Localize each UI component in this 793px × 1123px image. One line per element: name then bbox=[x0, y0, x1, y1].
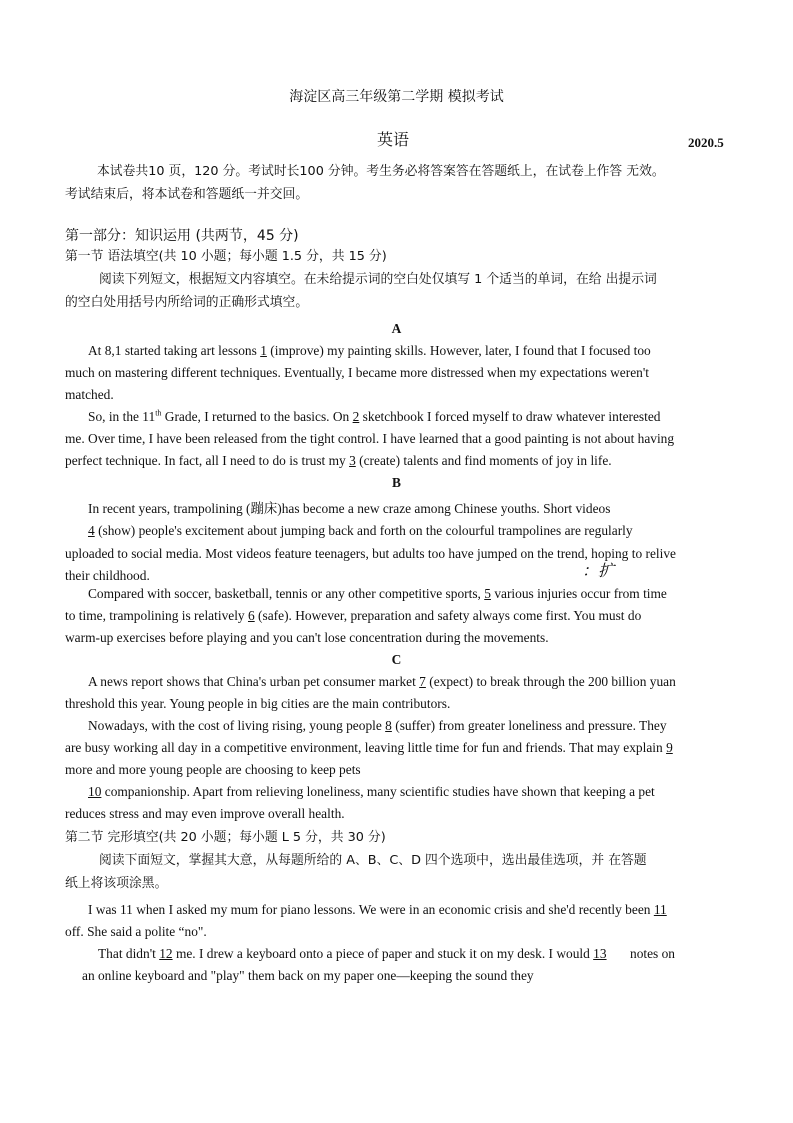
intro-line-1: 本试卷共10 页，120 分。考试时长100 分钟。考生务必将答案答在答题纸上，在试卷上作答 无效。 bbox=[97, 164, 665, 179]
blank-9: 9 bbox=[666, 740, 673, 755]
passage-c-line: Nowadays, with the cost of living rising, young people 8 (suffer) from greater loneliness and pressure. They bbox=[88, 718, 667, 733]
blank-8: 8 bbox=[385, 718, 392, 733]
passage-a-line: me. Over time, I have been released from the tight control. I have learned that a good painting is not about having bbox=[65, 431, 675, 446]
passage-b-line: warm-up exercises before playing and you can't lose concentration during the movements. bbox=[65, 630, 549, 645]
passage-c-line: A news report shows that China's urban pet consumer market 7 (expect) to break through the 200 billion yuan bbox=[88, 674, 676, 689]
handwritten-mark: ：扩 bbox=[582, 563, 615, 580]
exam-date: 2020.5 bbox=[688, 135, 724, 150]
passage-a-line: perfect technique. In fact, all I need to do is trust my 3 (create) talents and find moments of joy in life. bbox=[65, 453, 612, 468]
section2-instruction-line-2: 纸上将该项涂黑。 bbox=[65, 876, 168, 891]
blank-7: 7 bbox=[419, 674, 426, 689]
passage-c-line: threshold this year. Young people in big cities are the main contributors. bbox=[65, 696, 451, 711]
blank-1: 1 bbox=[260, 343, 267, 358]
blank-13: 13 bbox=[593, 946, 607, 961]
passage-a-line: much on mastering different techniques. Eventually, I became more distressed when my expectations weren't bbox=[65, 365, 649, 380]
passage-c-line: 10 companionship. Apart from relieving loneliness, many scientific studies have shown that keeping a pet bbox=[88, 784, 655, 799]
blank-11: 11 bbox=[653, 902, 667, 917]
blank-12: 12 bbox=[159, 946, 173, 961]
passage-b-line: their childhood. bbox=[65, 568, 150, 583]
section2-instruction-line-1: 阅读下面短文，掌握其大意，从每题所给的 A、B、C、D 四个选项中，选出最佳选项，并 在答题 bbox=[99, 853, 647, 868]
exam-title: 海淀区高三年级第二学期 模拟考试 bbox=[289, 89, 504, 105]
passage-c-line: more and more young people are choosing to keep pets bbox=[65, 762, 361, 777]
passage-a-label: A bbox=[391, 321, 402, 336]
cloze-line: That didn't 12 me. I drew a keyboard onto a piece of paper and stuck it on my desk. I would 13 notes on bbox=[98, 946, 676, 961]
passage-c-label: C bbox=[391, 652, 402, 667]
blank-2: 2 bbox=[352, 409, 360, 424]
passage-b-line: to time, trampolining is relatively 6 (safe). However, preparation and safety always come first. You must do bbox=[65, 608, 642, 623]
passage-b-line: In recent years, trampolining (蹦床)has become a new craze among Chinese youths. Short videos bbox=[88, 501, 611, 516]
cloze-line: I was 11 when I asked my mum for piano lessons. We were in an economic crisis and she'd recently been 11 bbox=[88, 902, 667, 917]
passage-a-line: matched. bbox=[65, 387, 114, 402]
blank-10: 10 bbox=[88, 784, 102, 799]
blank-6: 6 bbox=[247, 608, 255, 623]
cloze-line: off. She said a polite “no". bbox=[65, 924, 207, 939]
passage-b-label: B bbox=[392, 475, 401, 490]
passage-a-line: So, in the 11th Grade, I returned to the basics. On 2 sketchbook I forced myself to draw whatever interested bbox=[88, 408, 661, 424]
section1-heading: 第一节 语法填空(共 10 小题；每小题 1.5 分，共 15 分) bbox=[65, 249, 387, 264]
intro-line-2: 考试结束后，将本试卷和答题纸一并交回。 bbox=[65, 187, 309, 202]
passage-b-line: Compared with soccer, basketball, tennis or any other competitive sports, 5 various injuries occur from time bbox=[88, 586, 667, 601]
cloze-line: an online keyboard and "play" them back on my paper one—keeping the sound they bbox=[82, 968, 534, 983]
part1-heading: 第一部分：知识运用 (共两节，45 分) bbox=[65, 228, 299, 244]
passage-b-line: 4 (show) people's excitement about jumping back and forth on the colourful trampolines are regularly bbox=[88, 523, 633, 538]
passage-b-line: uploaded to social media. Most videos feature teenagers, but adults too have jumped on the trend, hoping to relive bbox=[65, 546, 676, 561]
section1-instruction-line-1: 阅读下列短文，根据短文内容填空。在未给提示词的空白处仅填写 1 个适当的单词，在给 出提示词 bbox=[99, 272, 657, 287]
passage-c-line: are busy working all day in a competitive environment, leaving little time for fun and friends. That may explain 9 bbox=[65, 740, 673, 755]
section2-heading: 第二节 完形填空(共 20 小题；每小题 L 5 分，共 30 分) bbox=[65, 830, 386, 845]
passage-c-line: reduces stress and may even improve overall health. bbox=[65, 806, 345, 821]
subject-title: 英语 bbox=[377, 130, 410, 149]
blank-4: 4 bbox=[88, 523, 95, 538]
section1-instruction-line-2: 的空白处用括号内所给词的正确形式填空。 bbox=[65, 295, 309, 310]
blank-3: 3 bbox=[349, 453, 356, 468]
passage-a-line: At 8,1 started taking art lessons 1 (improve) my painting skills. However, later, I found that I focused too bbox=[88, 343, 651, 358]
blank-5: 5 bbox=[484, 586, 491, 601]
